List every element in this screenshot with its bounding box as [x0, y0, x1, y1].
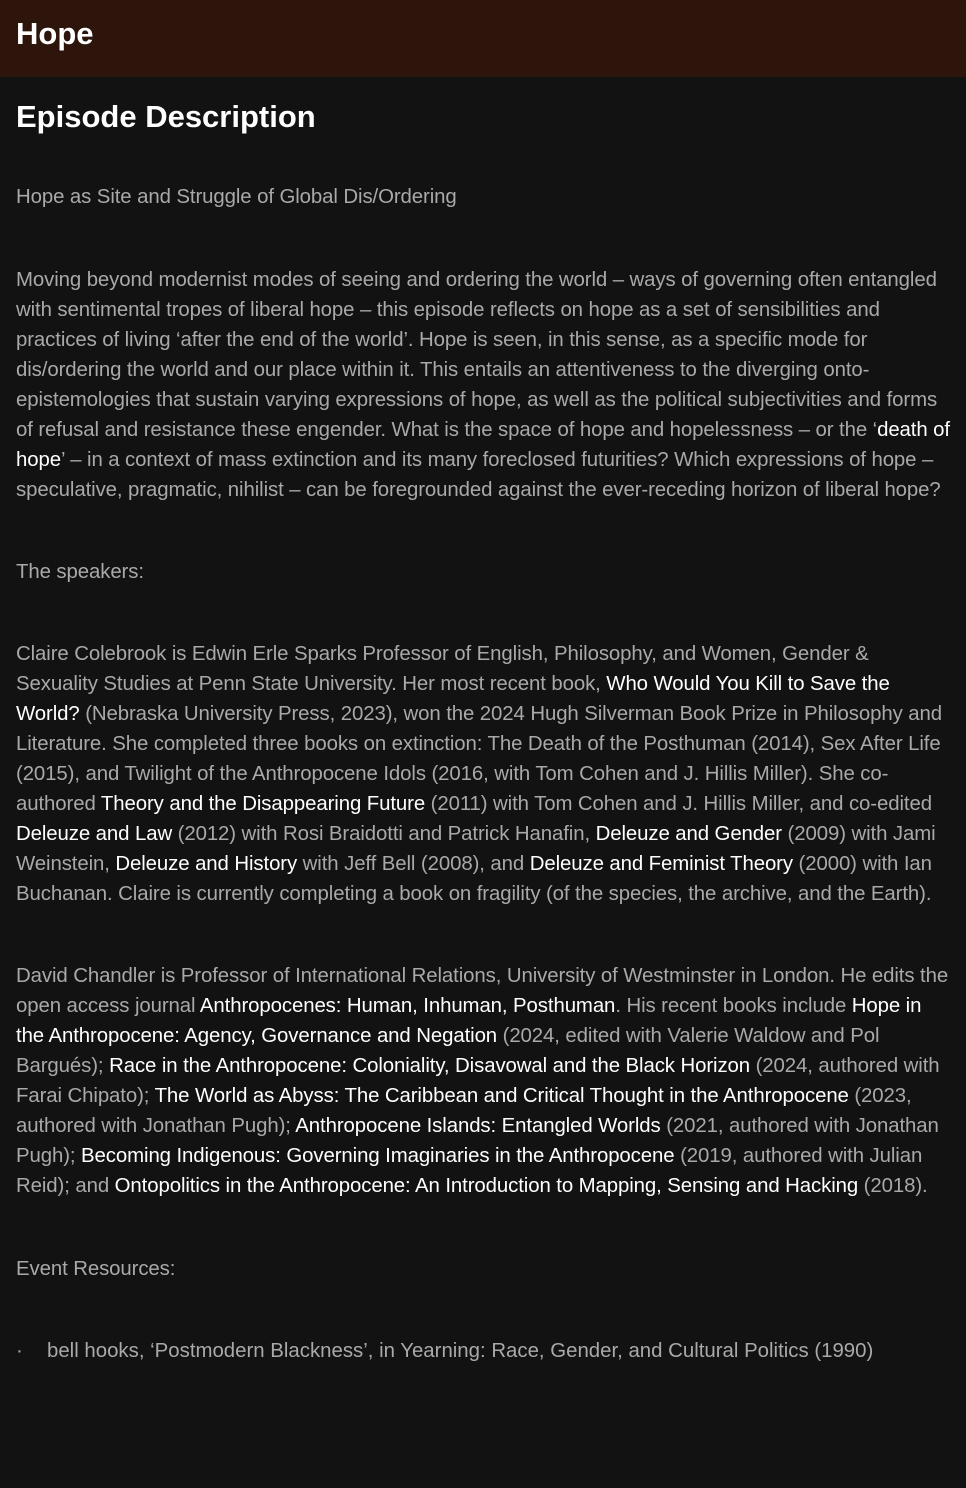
bio-text: (2023, authored with Jonathan Pugh);: [16, 1085, 912, 1137]
summary-text: Moving beyond modernist modes of seeing and ordering the world – ways of governing often entangled with sentimental tropes of liberal hope – this episode reflects on hope as a set of sensibilities and practices of living ‘after the end of the world’. Hope is seen, in this sense, as a specific mode for dis/ordering the world and our place within it. This entails an attentiveness to the diverging onto-epistemologies that sustain varying expressions of hope, as well as the political subjectivities and forms of refusal and resistance these engender. What is the space of hope and hopelessness – or the ‘: [16, 269, 938, 441]
journal-link-anthropocenes[interactable]: Anthropocenes: Human, Inhuman, Posthuman: [199, 995, 616, 1017]
bio-text: (2000) with Ian Buchanan. Claire is currently completing a book on fragility (of the species, the archive, and the Earth).: [16, 853, 932, 905]
list-item: [16, 1336, 950, 1366]
book-link-anthropocene-islands[interactable]: Anthropocene Islands: Entangled Worlds: [295, 1115, 661, 1137]
bio-text: with Jeff Bell (2008), and: [297, 853, 530, 875]
bio-text: (Nebraska University Press, 2023), won the 2024 Hugh Silverman Book Prize in Philosophy and Literature. She completed three books on extinction: The Death of the Posthuman (2014), Sex After Life (2015), and Twilight of the Anthropocene Idols (2016, with Tom Cohen and J. Hillis Miller). She co-authored: [16, 703, 942, 815]
podcast-title: Hope: [16, 16, 94, 51]
book-link-deleuze-and-gender[interactable]: Deleuze and Gender: [595, 823, 782, 845]
bio-text: (2009) with Jami Weinstein,: [16, 823, 936, 875]
book-link-deleuze-feminist-theory[interactable]: Deleuze and Feminist Theory: [529, 853, 793, 875]
speaker-bio-chandler: [16, 961, 950, 1201]
book-link-becoming-indigenous[interactable]: Becoming Indigenous: Governing Imaginaries in the Anthropocene: [81, 1145, 675, 1167]
bio-text: Claire Colebrook is Edwin Erle Sparks Professor of English, Philosophy, and Women, Gender & Sexuality Studies at Penn State University. Her most recent book,: [16, 643, 869, 695]
episode-subtitle: Hope as Site and Struggle of Global Dis/Ordering: [16, 186, 457, 208]
book-link-who-would-you-kill[interactable]: Who Would You Kill to Save the World?: [16, 673, 890, 725]
book-link-deleuze-and-history[interactable]: Deleuze and History: [115, 853, 298, 875]
bio-text: (2019, authored with Julian Reid); and: [16, 1145, 923, 1197]
bio-text: (2011) with Tom Cohen and J. Hillis Miller, and co-edited: [425, 793, 932, 815]
book-link-theory-disappearing-future[interactable]: Theory and the Disappearing Future: [100, 793, 426, 815]
summary-text: ’ – in a context of mass extinction and its many foreclosed futurities? Which expressions of hope – speculative, pragmatic, nihilist – can be foregrounded against the ever-receding horizon of liberal hope?: [16, 449, 941, 501]
speaker-bio-colebrook: [16, 639, 950, 909]
book-link-ontopolitics[interactable]: Ontopolitics in the Anthropocene: An Introduction to Mapping, Sensing and Hacking: [114, 1175, 859, 1197]
bullet-icon: ·: [16, 1340, 23, 1362]
speakers-label: The speakers:: [16, 561, 144, 583]
episode-summary: [16, 265, 950, 505]
episode-content: [0, 97, 966, 1366]
bio-text: (2012) with Rosi Braidotti and Patrick Hanafin,: [172, 823, 596, 845]
bio-text: . His recent books include: [615, 995, 852, 1017]
book-link-hope-in-anthropocene[interactable]: Hope in the Anthropocene: Agency, Governance and Negation: [16, 995, 922, 1047]
book-link-deleuze-and-law[interactable]: Deleuze and Law: [16, 823, 173, 845]
death-of-hope-link[interactable]: death of hope: [16, 419, 950, 471]
book-link-world-as-abyss[interactable]: The World as Abyss: The Caribbean and Critical Thought in the Anthropocene: [154, 1085, 849, 1107]
bio-text: (2018).: [858, 1175, 928, 1197]
event-resources-label: Event Resources:: [16, 1258, 176, 1280]
bio-text: David Chandler is Professor of International Relations, University of Westminster in London. He edits the open access journal: [16, 965, 949, 1017]
episode-description-heading: Episode Description: [16, 99, 316, 134]
book-link-race-in-anthropocene[interactable]: Race in the Anthropocene: Coloniality, Disavowal and the Black Horizon: [109, 1055, 751, 1077]
bio-text: (2024, edited with Valerie Waldow and Pol Bargués);: [16, 1025, 880, 1077]
bio-text: (2021, authored with Jonathan Pugh);: [16, 1115, 939, 1167]
top-bar: [0, 0, 966, 77]
resource-text: bell hooks, ‘Postmodern Blackness’, in Yearning: Race, Gender, and Cultural Politics (1990): [47, 1340, 874, 1362]
bio-text: (2024, authored with Farai Chipato);: [16, 1055, 940, 1107]
